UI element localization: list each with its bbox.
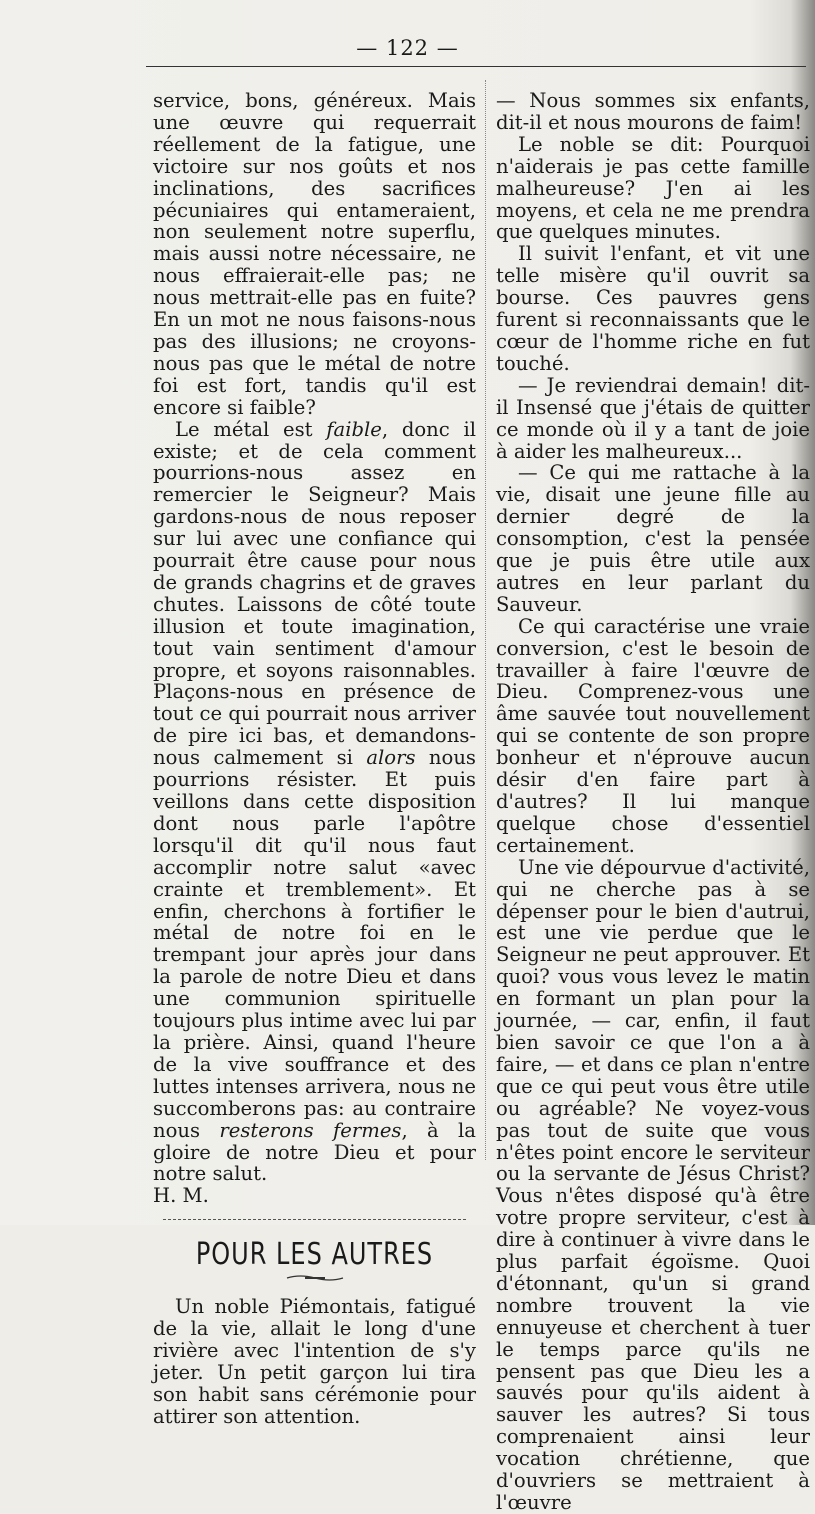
paragraph: Ce qui caractérise une vraie conversion, c'est le besoin de travailler à faire l'œuvre de Dieu. Comprenez-vous une âme sauvée tout nouvellement qui se contente de son propre bonheur et n'éprouve aucun désir d'en faire part à d'autres? Il lui manque quelque chose d'essentiel certainement. [496,614,810,857]
text-run: , donc il existe; et de cela comment pourrions-nous assez en remercier le Seigneur? Mais gardons-nous de nous reposer sur lui avec une confiance qui pourrait être cause pour nous de grands chagrins et de graves chutes. Laissons de côté toute illusion et toute imagination, tout vain sentiment d'amour propre, et soyons raisonnables. Plaçons-nous en présence de tout ce qui pourrait nous arriver de pire ici bas, et demandons-nous calmement si [153,417,476,770]
column-divider [485,80,486,1160]
paragraph [153,419,476,1186]
signature: H. M. [153,1184,209,1208]
text-run: nous pourrions résister. Et puis veillons dans cette disposition dont nous parle l'apôtre lorsqu'il dit qu'il nous faut accomplir notre salut «avec crainte et tremblement». Et enfin, cherchons à fortifier le métal de notre foi en le trempant jour après jour dans la parole de notre Dieu et dans une communion spirituelle toujours plus intime avec lui par la prière. Ainsi, quand l'heure de la vive souffrance et des luttes intenses arrivera, nous ne succomberons pas: au contraire nous [153,746,476,1142]
paragraph: Un noble Piémontais, fatigué de la vie, allait le long d'une rivière avec l'intention de s'y jeter. Un petit garçon lui tira son habit sans cérémonie pour attirer son attention. [153,1295,476,1428]
paragraph: Il suivit l'enfant, et vit une telle misère qu'il ouvrit sa bourse. Ces pauvres gens furent si reconnaissants que le cœur de l'homme riche en fut touché. [496,242,810,375]
right-column [496,89,810,1514]
flourish-ornament [285,1274,345,1282]
left-column [153,90,476,1428]
emphasis: resterons fermes [219,1118,402,1142]
paragraph: Une vie dépourvue d'activité, qui ne cherche pas à se dépenser pour le bien d'autrui, est une vie perdue que le Seigneur ne peut approuver. Et quoi? vous vous levez le matin en formant un plan pour la journée, — car, enfin, il faut bien savoir ce que l'on a à faire, — et dans ce plan n'entre que ce qui peut vous être utile ou agréable? Ne voyez-vous pas tout de suite que vous n'êtes point encore le serviteur ou la servante de Jésus Christ? Vous n'êtes disposé qu'à être votre propre serviteur, c'est à dire à continuer à vivre dans le plus parfait égoïsme. Quoi d'étonnant, qu'un si grand nombre trouvent la vie ennuyeuse et cherchent à tuer le temps parce qu'ils ne pensent pas que Dieu les a sauvés pour qu'ils aident à sauver les autres? Si tous comprenaient ainsi leur vocation chrétienne, que d'ouvriers se mettraient à l'œuvre [496,855,810,1514]
text-run: , à la gloire de notre Dieu et pour notre salut. [153,1118,476,1186]
section-title: POUR LES AUTRES [195,1236,434,1272]
page-number: — 122 — [356,36,459,60]
emphasis: faible [326,417,382,441]
paragraph: Le noble se dit: Pourquoi n'aiderais je pas cette famille malheureuse? J'en ai les moyens, et cela ne me prendra que quelques minutes. [496,132,810,244]
paragraph: — Je reviendrai demain! dit-il Insensé que j'étais de quitter ce monde où il y a tant de joie à aider les malheureux... [496,373,810,463]
paragraph: — Ce qui me rattache à la vie, disait une jeune fille au dernier degré de la consomption, c'est la pensée que je puis être utile aux autres en leur parlant du Sauveur. [496,461,810,616]
paragraph: — Nous sommes six enfants, dit-il et nous mourons de faim! [496,89,810,134]
section-separator [163,1219,466,1234]
paragraph: service, bons, généreux. Mais une œuvre qui requerrait réellement de la fatigue, une victoire sur nos goûts et nos inclinations, des sacrifices pécuniaires qui entameraient, non seulement notre superflu, mais aussi notre nécessaire, ne nous effraierait-elle pas; ne nous mettrait-elle pas en fuite? En un mot ne nous faisons-nous pas des illusions; ne croyons-nous pas que le métal de notre foi est fort, tandis qu'il est encore si faible? [153,89,476,419]
header-rule [146,66,806,67]
emphasis: alors [366,746,416,770]
text-run: Le métal est [175,417,327,441]
